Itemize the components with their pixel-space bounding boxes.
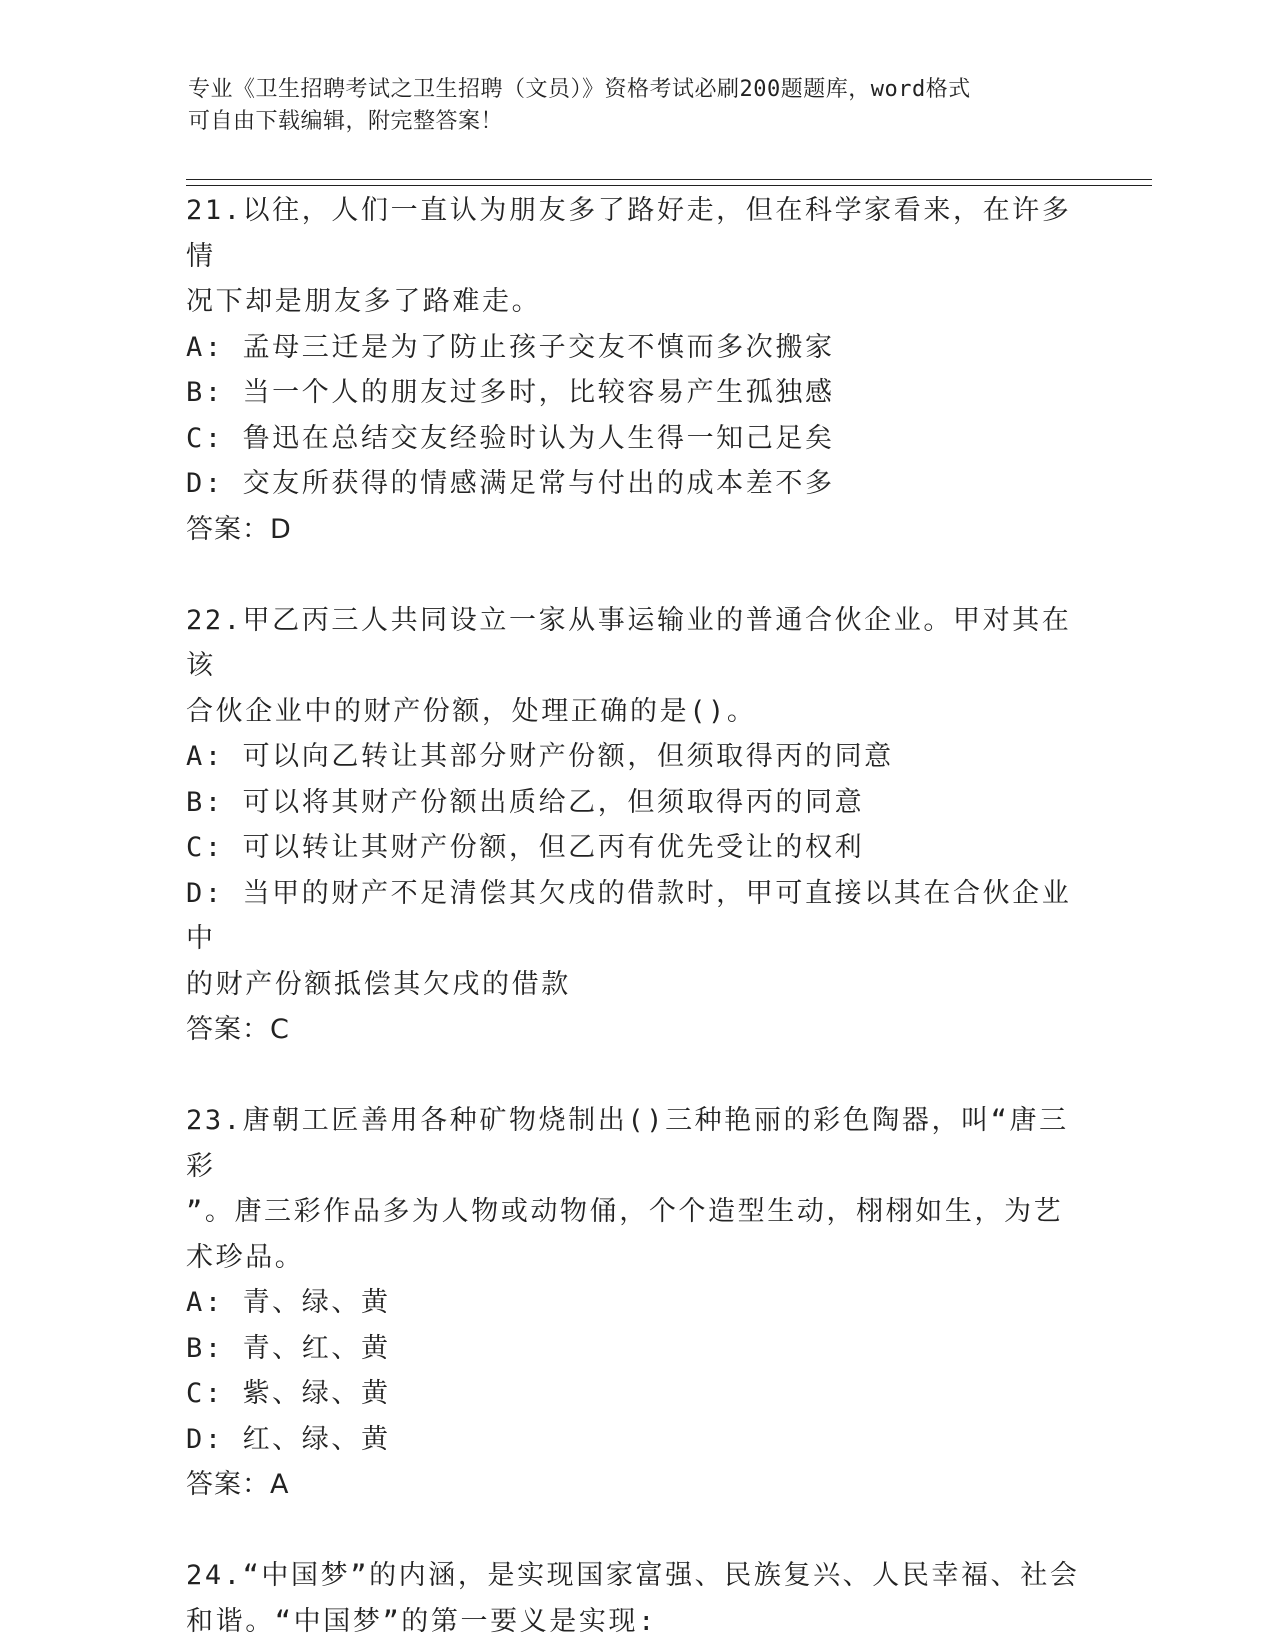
answer-option: A: 可以向乙转让其部分财产份额，但须取得丙的同意 [186, 741, 894, 772]
question-block [186, 1098, 1086, 1508]
question-spacer [186, 552, 1086, 598]
answer-option: B: 青、红、黄 [186, 1332, 391, 1364]
answer-option: B: 可以将其财产份额出质给乙，但须取得丙的同意 [186, 786, 865, 818]
header-divider [186, 185, 1152, 186]
question-stem-line: 和谐。“中国梦”的第一要义是实现: [186, 1605, 657, 1637]
answer-option: D: 红、绿、黄 [186, 1423, 391, 1455]
answer-option: D: 当甲的财产不足清偿其欠戌的借款时，甲可直接以其在合伙企业中 [186, 877, 1072, 954]
document-header [188, 74, 1088, 138]
header-line: 专业《卫生招聘考试之卫生招聘（文员）》资格考试必刷200题题库，word格式 [188, 77, 971, 102]
answer-option: C: 可以转让其财产份额，但乙丙有优先受让的权利 [186, 832, 865, 863]
question-stem-line: 24.“中国梦”的内涵，是实现国家富强、民族复兴、人民幸福、社会 [186, 1560, 1080, 1591]
answer-option: D: 交友所获得的情感满足常与付出的成本差不多 [186, 468, 835, 499]
question-stem-line: 术珍品。 [186, 1241, 305, 1273]
question-block [186, 598, 1086, 1053]
question-list [186, 188, 1086, 1644]
answer-option: A: 青、绿、黄 [186, 1287, 391, 1318]
question-stem-line: 况下却是朋友多了路难走。 [186, 286, 542, 317]
question-spacer [186, 1053, 1086, 1099]
question-stem-line: 23.唐朝工匠善用各种矿物烧制出()三种艳丽的彩色陶器，叫“唐三彩 [186, 1105, 1069, 1182]
header-line: 可自由下载编辑，附完整答案！ [188, 109, 504, 134]
question-stem-line: 22.甲乙丙三人共同设立一家从事运输业的普通合伙企业。甲对其在该 [186, 604, 1072, 681]
answer-key: 答案：C [186, 1014, 290, 1045]
answer-option: C: 紫、绿、黄 [186, 1378, 391, 1409]
answer-key: 答案：D [186, 513, 292, 545]
question-spacer [186, 1508, 1086, 1554]
question-block [186, 1553, 1086, 1644]
header-divider [186, 179, 1152, 180]
answer-option: 的财产份额抵偿其欠戌的借款 [186, 968, 571, 1000]
question-stem-line: ”。唐三彩作品多为人物或动物俑，个个造型生动，栩栩如生，为艺 [186, 1196, 1064, 1227]
answer-option: A: 孟母三迁是为了防止孩子交友不慎而多次搬家 [186, 331, 835, 363]
answer-key: 答案：A [186, 1469, 290, 1500]
question-block [186, 188, 1086, 552]
question-stem-line: 21.以往，人们一直认为朋友多了路好走，但在科学家看来，在许多情 [186, 195, 1072, 272]
answer-option: C: 鲁迅在总结交友经验时认为人生得一知己足矣 [186, 422, 835, 454]
question-stem-line: 合伙企业中的财产份额，处理正确的是()。 [186, 695, 757, 727]
answer-option: B: 当一个人的朋友过多时，比较容易产生孤独感 [186, 377, 835, 408]
